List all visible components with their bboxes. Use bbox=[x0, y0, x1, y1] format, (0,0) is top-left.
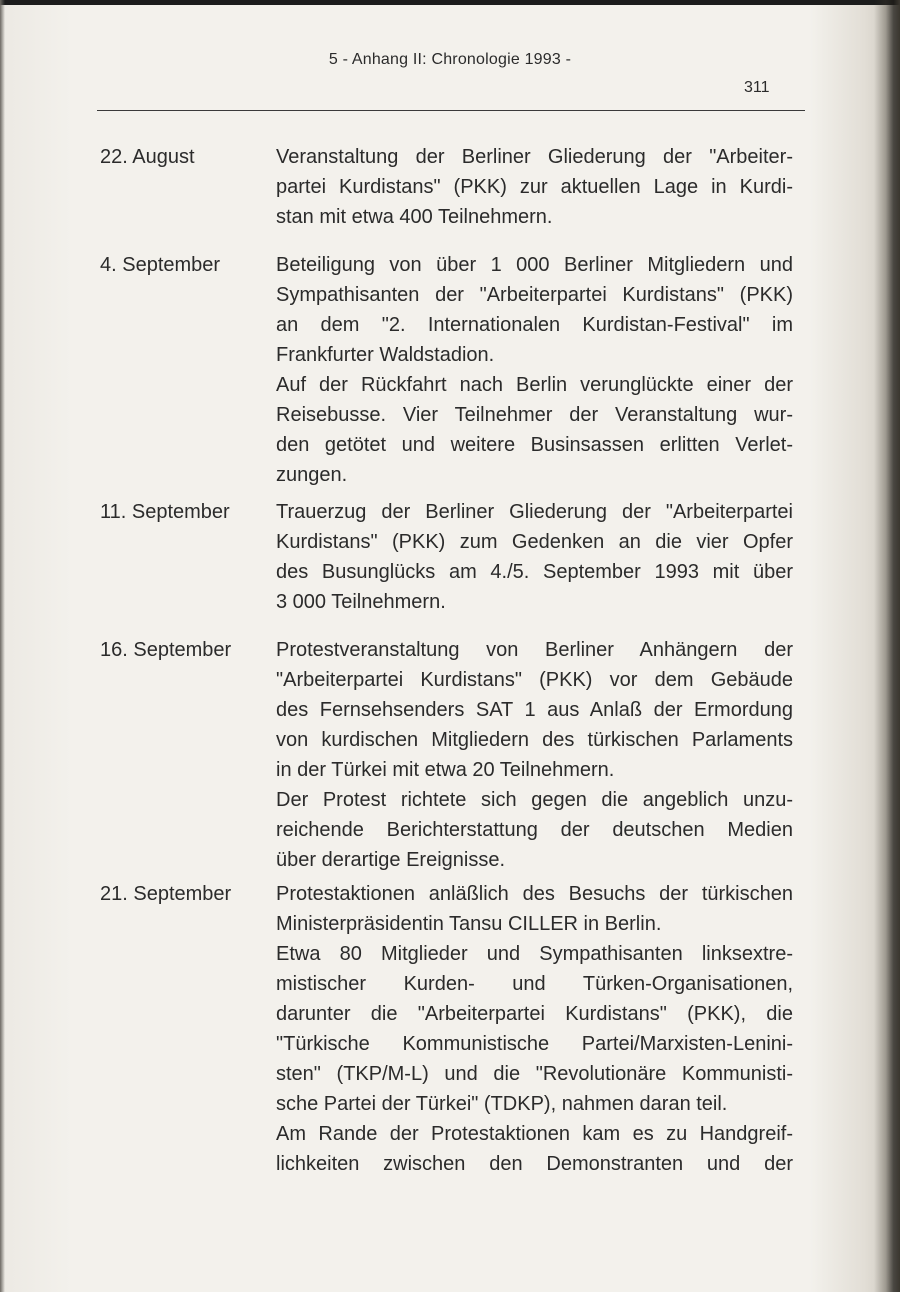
entry-line: "Türkische Kommunistische Partei/Marxisten-Lenini- bbox=[276, 1033, 793, 1055]
entry-text bbox=[276, 142, 793, 232]
entry-line: Protestveranstaltung von Berliner Anhängern der bbox=[276, 639, 793, 661]
entry-text bbox=[276, 635, 793, 875]
entry-line: an dem "2. Internationalen Kurdistan-Festival" im bbox=[276, 314, 793, 336]
entry-date: 21. September bbox=[100, 883, 232, 905]
entry-line: Am Rande der Protestaktionen kam es zu Handgreif- bbox=[276, 1123, 793, 1145]
entry-line: lichkeiten zwischen den Demonstranten und der bbox=[276, 1153, 793, 1175]
entry-line: "Arbeiterpartei Kurdistans" (PKK) vor dem Gebäude bbox=[276, 669, 793, 691]
entry-line: Beteiligung von über 1 000 Berliner Mitgliedern und bbox=[276, 254, 793, 276]
entry-line: von kurdischen Mitgliedern des türkischen Parlaments bbox=[276, 729, 793, 751]
entry-line: Kurdistans" (PKK) zum Gedenken an die vier Opfer bbox=[276, 531, 793, 553]
entry-line: des Fernsehsenders SAT 1 aus Anlaß der Ermordung bbox=[276, 699, 793, 721]
entry-line: über derartige Ereignisse. bbox=[276, 849, 506, 871]
entry-line: Trauerzug der Berliner Gliederung der "Arbeiterpartei bbox=[276, 501, 793, 523]
entry-line: sche Partei der Türkei" (TDKP), nahmen daran teil. bbox=[276, 1093, 728, 1115]
entry-line: Frankfurter Waldstadion. bbox=[276, 344, 495, 366]
entry-text bbox=[276, 879, 793, 1179]
header-divider bbox=[97, 110, 805, 111]
entry-line: den getötet und weitere Businsassen erlitten Verlet- bbox=[276, 434, 793, 456]
page-top-edge bbox=[0, 0, 900, 5]
entry-text bbox=[276, 497, 793, 617]
entry-line: des Busunglücks am 4./5. September 1993 mit über bbox=[276, 561, 793, 583]
entry-date: 16. September bbox=[100, 639, 232, 661]
book-spine-shadow bbox=[874, 0, 900, 1292]
page-number: 311 bbox=[744, 79, 770, 96]
entry-line: in der Türkei mit etwa 20 Teilnehmern. bbox=[276, 759, 615, 781]
running-header: 5 - Anhang II: Chronologie 1993 - bbox=[328, 51, 572, 68]
entry-line: Der Protest richtete sich gegen die angeblich unzu- bbox=[276, 789, 793, 811]
entry-line: Ministerpräsidentin Tansu CILLER in Berlin. bbox=[276, 913, 662, 935]
entry-line: Sympathisanten der "Arbeiterpartei Kurdistans" (PKK) bbox=[276, 284, 793, 306]
entry-line: mistischer Kurden- und Türken-Organisationen, bbox=[276, 973, 793, 995]
entry-line: Etwa 80 Mitglieder und Sympathisanten linksextre- bbox=[276, 943, 793, 965]
entry-line: 3 000 Teilnehmern. bbox=[276, 591, 446, 613]
entry-text bbox=[276, 250, 793, 490]
entry-date: 22. August bbox=[100, 146, 195, 168]
entry-line: Protestaktionen anläßlich des Besuchs der türkischen bbox=[276, 883, 793, 905]
entry-line: stan mit etwa 400 Teilnehmern. bbox=[276, 206, 553, 228]
entry-line: darunter die "Arbeiterpartei Kurdistans" (PKK), die bbox=[276, 1003, 793, 1025]
entry-line: sten" (TKP/M-L) und die "Revolutionäre Kommunisti- bbox=[276, 1063, 793, 1085]
entry-line: partei Kurdistans" (PKK) zur aktuellen Lage in Kurdi- bbox=[276, 176, 793, 198]
entry-date: 4. September bbox=[100, 254, 221, 276]
entry-line: reichende Berichterstattung der deutschen Medien bbox=[276, 819, 793, 841]
entry-line: Veranstaltung der Berliner Gliederung der "Arbeiter- bbox=[276, 146, 793, 168]
page-left-edge bbox=[0, 0, 5, 1292]
entry-line: Auf der Rückfahrt nach Berlin verunglückte einer der bbox=[276, 374, 793, 396]
entry-date: 11. September bbox=[100, 501, 230, 523]
entry-line: Reisebusse. Vier Teilnehmer der Veranstaltung wur- bbox=[276, 404, 793, 426]
entry-line: zungen. bbox=[276, 464, 348, 486]
